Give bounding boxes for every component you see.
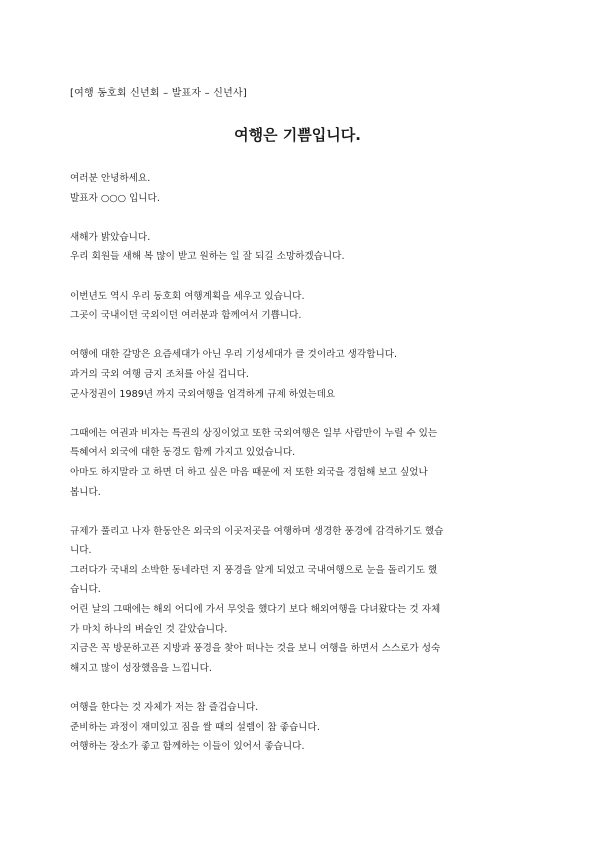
paragraph [70, 522, 530, 679]
paragraph [70, 698, 530, 757]
text-line: 지금은 꼭 방문하고픈 지방과 풍경을 찾아 떠나는 것을 보니 여행을 하면서 스스로가 성숙 [70, 643, 441, 655]
text-line: 발표자 ○○○ 입니다. [70, 192, 160, 204]
text-line: 군사정권이 1989년 까지 국외여행을 엄격하게 규제 하였는데요 [70, 388, 336, 400]
text-line: 여행에 대한 갈망은 요즘세대가 아닌 우리 기성세대가 클 것이라고 생각합니다. [70, 349, 398, 361]
text-line: 그러다가 국내의 소박한 동네라던 지 풍경을 알게 되었고 국내여행으로 눈을 돌리기도 했 [70, 564, 438, 576]
text-line: 새해가 밝았습니다. [70, 231, 151, 243]
text-line: 봅니다. [70, 486, 101, 498]
paragraph [70, 424, 530, 502]
paragraph [70, 287, 530, 326]
text-line: 여러분 안녕하세요. [70, 173, 151, 184]
document-body [70, 169, 530, 776]
text-line: 이번년도 역시 우리 동호회 여행계획을 세우고 있습니다. [70, 290, 305, 302]
text-line: 규제가 풀리고 나자 한동안은 외국의 이곳저곳을 여행하며 생경한 풍경에 감격하기도 했습 [70, 525, 444, 537]
text-line: 가 마치 하나의 벼슬인 것 같았습니다. [70, 623, 228, 635]
text-line: 우리 회원들 새해 복 많이 받고 원하는 일 잘 되길 소망하겠습니다. [70, 251, 345, 263]
paragraph [70, 169, 530, 208]
text-line: 습니다. [70, 584, 101, 596]
text-line: 그곳이 국내이던 국외이던 여러분과 함께여서 기쁩니다. [70, 310, 302, 322]
text-line: 해지고 많이 성장했음을 느낍니다. [70, 662, 212, 674]
text-line: 준비하는 과정이 재미있고 짐을 쌀 때의 설렘이 참 좋습니다. [70, 721, 320, 733]
text-line: 특혜여서 외국에 대한 동경도 함께 가지고 있었습니다. [70, 447, 296, 459]
paragraph [70, 228, 530, 267]
text-line: 과거의 국외 여행 금지 조처를 아실 겁니다. [70, 368, 249, 380]
text-line: 그때에는 여권과 비자는 특권의 상징이었고 또한 국외여행은 일부 사람만이 누릴 수 있는 [70, 427, 438, 439]
text-line: 여행하는 장소가 좋고 함께하는 이들이 있어서 좋습니다. [70, 741, 305, 753]
text-line: 니다. [70, 545, 92, 557]
text-line: 여행을 한다는 것 자체가 저는 참 즐겁습니다. [70, 702, 259, 714]
text-line: 어린 날의 그때에는 해외 어디에 가서 무엇을 했다기 보다 해외여행을 다녀왔다는 것 자체 [70, 604, 441, 616]
document-header-tag: [여행 동호회 신년회 – 발표자 – 신년사] [70, 88, 247, 99]
document-title: 여행은 기쁨입니다. [234, 126, 361, 144]
text-line: 아마도 하지말라 고 하면 더 하고 싶은 마음 때문에 저 또한 외국을 경험해 보고 싶었나 [70, 466, 428, 478]
paragraph [70, 345, 530, 404]
